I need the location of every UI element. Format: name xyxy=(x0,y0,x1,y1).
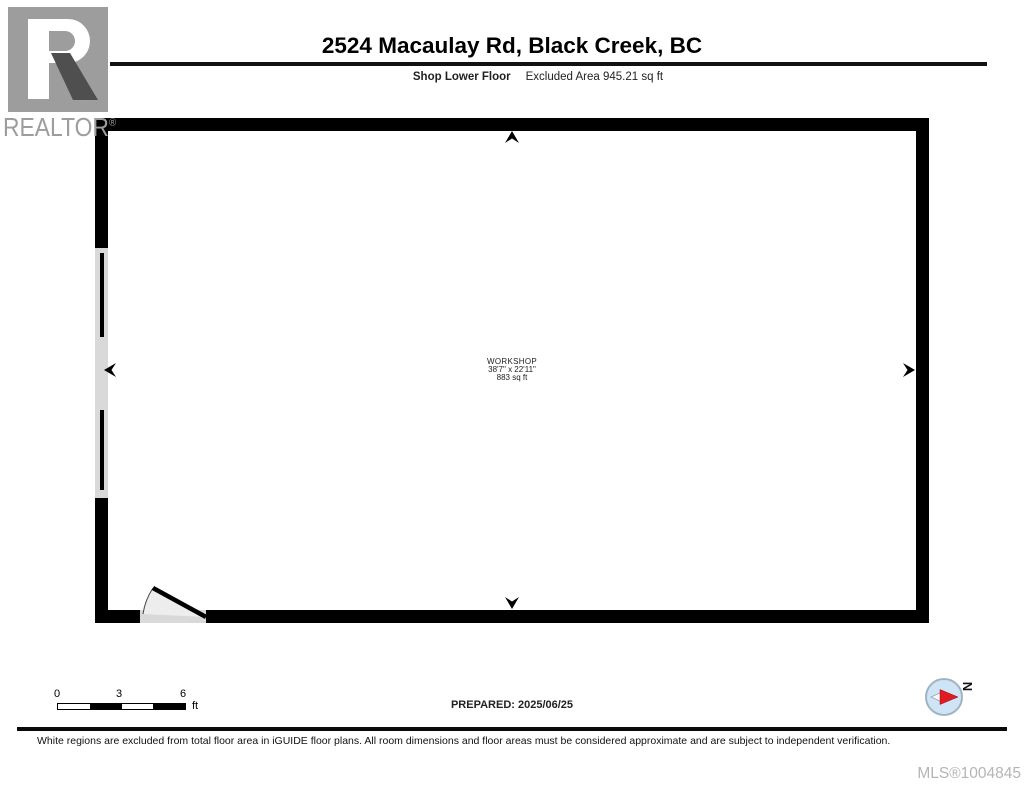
excluded-area-label: Excluded Area 945.21 sq ft xyxy=(525,71,664,83)
window-panel xyxy=(100,253,104,337)
compass-icon xyxy=(925,678,963,716)
compass xyxy=(925,678,980,718)
mls-number: MLS®1004845 xyxy=(917,765,1021,782)
north-label: N xyxy=(960,681,976,692)
scale-tick: 6 xyxy=(180,688,187,700)
door-swing-icon xyxy=(133,578,213,624)
opening-arrow-down-icon xyxy=(505,597,519,609)
prepared-date: PREPARED: 2025/06/25 xyxy=(450,699,574,711)
scale-tick: 0 xyxy=(54,688,61,700)
scale-tick: 3 xyxy=(116,688,123,700)
room-name: WORKSHOP xyxy=(487,357,537,366)
disclaimer-text: White regions are excluded from total floor area in iGUIDE floor plans. All room dimensions and floor areas must be considered approximate and are subject to independent verification. xyxy=(37,735,891,747)
floor-label: Shop Lower Floor xyxy=(412,71,511,83)
realtor-logo xyxy=(3,7,117,142)
scale-unit-label: ft xyxy=(192,700,199,712)
title-divider xyxy=(110,62,987,66)
room-area: 883 sq ft xyxy=(496,373,528,382)
opening-arrow-right-icon xyxy=(903,363,915,377)
opening-arrow-up-icon xyxy=(505,131,519,143)
opening-arrow-left-icon xyxy=(104,363,116,377)
subtitle xyxy=(26,71,1024,83)
window-panel xyxy=(100,410,104,490)
room-label xyxy=(412,358,612,382)
footer-divider xyxy=(17,727,1007,731)
realtor-block-r-icon xyxy=(8,7,108,112)
page-title: 2524 Macaulay Rd, Black Creek, BC xyxy=(321,33,703,58)
realtor-wordmark: REALTOR® xyxy=(3,112,117,142)
room-dimensions: 38'7" x 22'11" xyxy=(488,365,536,374)
